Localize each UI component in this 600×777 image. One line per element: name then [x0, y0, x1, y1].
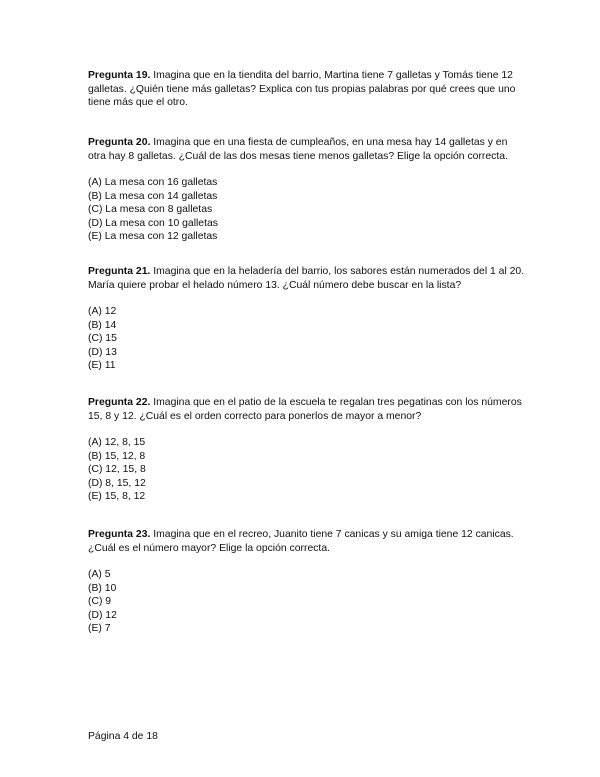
question-text — [88, 136, 528, 163]
question-body: Imagina que en la heladería del barrio, los sabores están numerados del 1 al 20. María quiere probar el helado número 13. ¿Cuál número debe buscar en la lista? — [88, 266, 525, 291]
option-e: (E) 7 — [88, 623, 111, 634]
question-19 — [88, 69, 528, 110]
question-body: Imagina que en la tiendita del barrio, Martina tiene 7 galletas y Tomás tiene 12 galletas. ¿Quién tiene más galletas? Explica con tus propias palabras por qué crees que uno tiene más que el otro. — [88, 70, 516, 108]
option-a: (A) 5 — [88, 569, 111, 580]
option-d: (D) 12 — [88, 609, 117, 621]
option-b: (B) La mesa con 14 galletas — [88, 190, 218, 202]
option-b: (B) 15, 12, 8 — [88, 450, 146, 462]
question-body: Imagina que en el recreo, Juanito tiene 7 canicas y su amiga tiene 12 canicas. ¿Cuál es el número mayor? Elige la opción correcta. — [88, 529, 514, 554]
option-b: (B) 10 — [88, 582, 117, 594]
question-22 — [88, 396, 528, 504]
option-c: (C) La mesa con 8 galletas — [88, 204, 213, 215]
question-text — [88, 265, 528, 292]
question-label: Pregunta 19. — [88, 70, 151, 81]
options-list — [88, 568, 528, 636]
option-e: (E) 11 — [88, 360, 116, 371]
question-label: Pregunta 23. — [88, 529, 151, 540]
option-b: (B) 14 — [88, 319, 117, 331]
question-body: Imagina que en el patio de la escuela te regalan tres pegatinas con los números 15, 8 y 12. ¿Cuál es el orden correcto para ponerlos de mayor a menor? — [88, 397, 522, 422]
options-list — [88, 436, 528, 504]
question-text — [88, 69, 528, 110]
option-c: (C) 9 — [88, 596, 112, 607]
question-20 — [88, 136, 528, 244]
option-d: (D) 13 — [88, 346, 117, 358]
option-c: (C) 12, 15, 8 — [88, 464, 146, 475]
question-label: Pregunta 21. — [88, 266, 151, 277]
question-text — [88, 528, 528, 555]
option-a: (A) La mesa con 16 galletas — [88, 177, 218, 188]
option-e: (E) 15, 8, 12 — [88, 491, 146, 502]
question-21 — [88, 265, 528, 373]
question-text — [88, 396, 528, 423]
options-list — [88, 176, 528, 244]
question-23 — [88, 528, 528, 636]
option-c: (C) 15 — [88, 333, 117, 344]
option-a: (A) 12, 8, 15 — [88, 437, 146, 448]
question-label: Pregunta 20. — [88, 137, 151, 148]
option-e: (E) La mesa con 12 galletas — [88, 231, 218, 242]
option-a: (A) 12 — [88, 306, 117, 317]
question-body: Imagina que en una fiesta de cumpleaños, en una mesa hay 14 galletas y en otra hay 8 galletas. ¿Cuál de las dos mesas tiene menos galletas? Elige la opción correcta. — [88, 137, 508, 162]
options-list — [88, 305, 528, 373]
page-number: Página 4 de 18 — [88, 731, 158, 742]
question-label: Pregunta 22. — [88, 397, 151, 408]
option-d: (D) La mesa con 10 galletas — [88, 217, 218, 229]
option-d: (D) 8, 15, 12 — [88, 477, 146, 489]
